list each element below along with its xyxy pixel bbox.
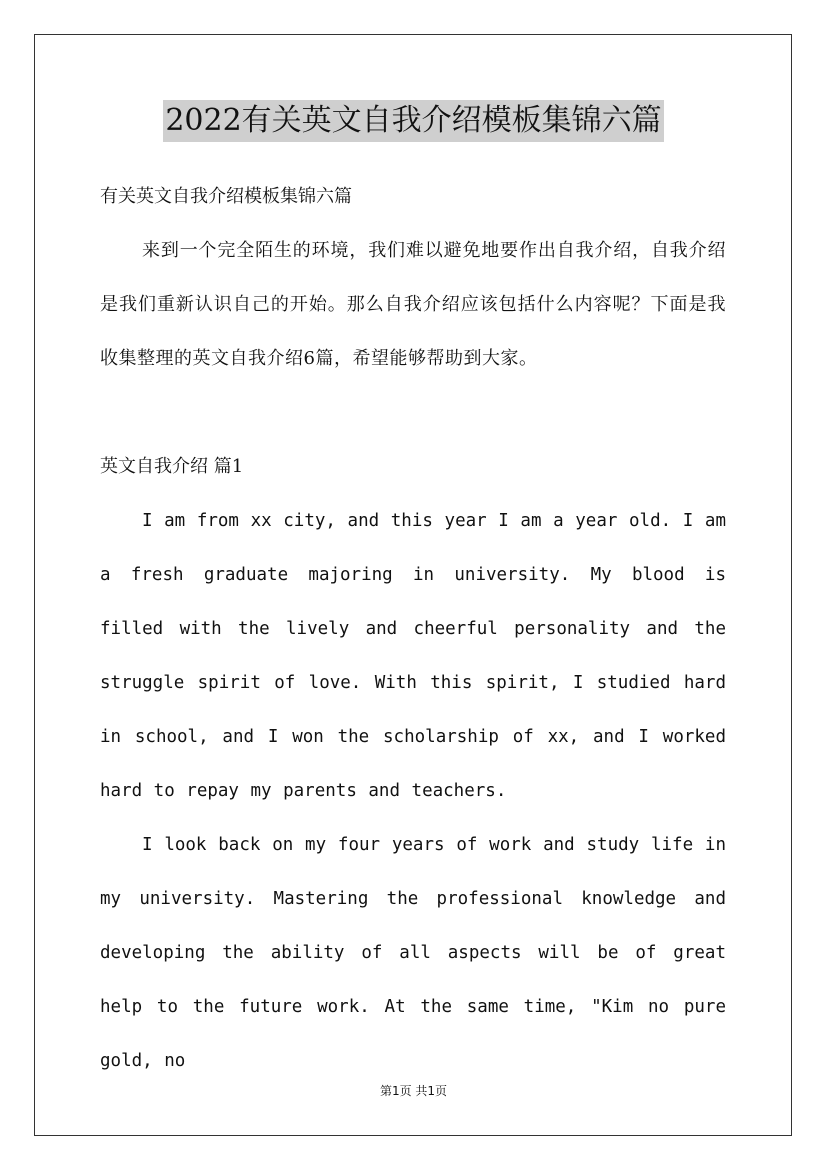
body-paragraph-1: I am from xx city, and this year I am a year old. I am a fresh graduate majoring in university. My blood is filled with the lively and cheerful personality and the struggle spirit of love. With this spirit, I studied hard in school, and I won the scholarship of xx, and I worked hard to repay my parents and teachers. (100, 511, 726, 801)
document-title-container (0, 100, 827, 142)
document-title: 2022有关英文自我介绍模板集锦六篇 (163, 100, 663, 142)
section-heading: 英文自我介绍 篇1 (100, 456, 244, 477)
intro-paragraph: 来到一个完全陌生的环境，我们难以避免地要作出自我介绍，自我介绍是我们重新认识自己的开始。那么自我介绍应该包括什么内容呢？下面是我收集整理的英文自我介绍6篇，希望能够帮助到大家。 (100, 240, 726, 369)
page-footer: 第1页 共1页 (379, 1084, 448, 1098)
document-body (100, 170, 726, 1088)
body-paragraph-2: I look back on my four years of work and study life in my university. Mastering the professional knowledge and developing the ability of all aspects will be of great help to the future work. At the same time, "Kim no pure gold, no (100, 835, 726, 1071)
blank-line (100, 386, 726, 440)
document-subtitle: 有关英文自我介绍模板集锦六篇 (100, 186, 352, 207)
